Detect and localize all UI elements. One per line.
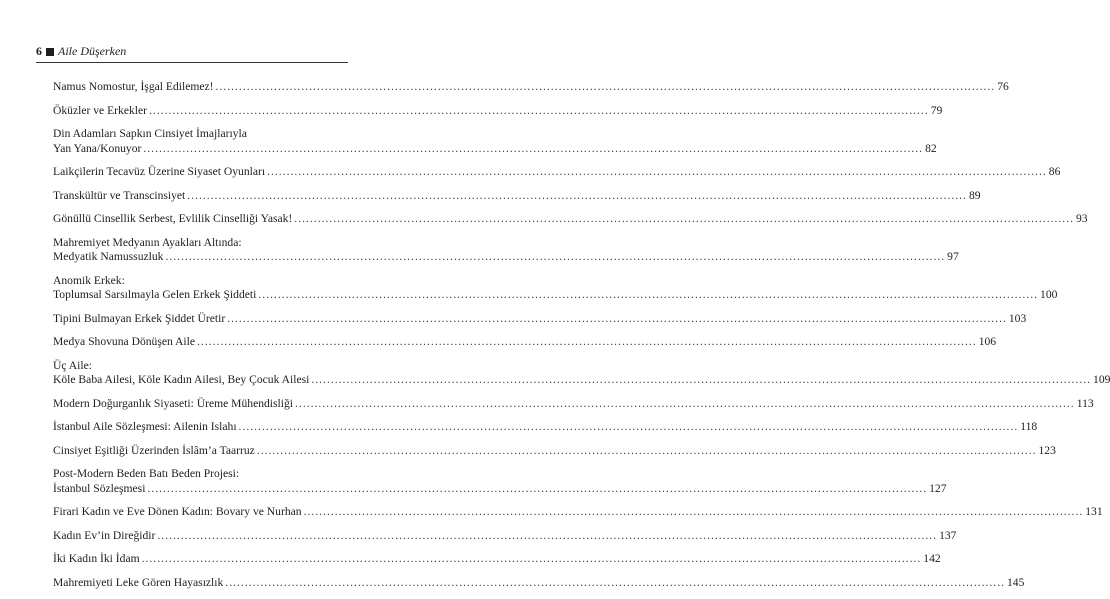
toc-entry-title: İstanbul Sözleşmesi [53, 481, 146, 495]
toc-entry-title-line: Post-Modern Beden Batı Beden Projesi: [53, 467, 240, 480]
dot-leader: ........................................................................................................................................................................................................ [225, 575, 1005, 589]
toc-entry-title: Kadın Ev’in Direğidir [53, 528, 156, 542]
dot-leader: ........................................................................................................................................................................................................ [267, 165, 1047, 178]
toc-entry-title: Medya Shovuna Dönüşen Aile [53, 335, 196, 348]
dot-leader: ........................................................................................................................................................................................................ [149, 103, 929, 117]
toc-entry-line [53, 311, 1027, 327]
toc-entry [53, 188, 981, 204]
toc-entry-title-line: Din Adamları Sapkın Cinsiyet İmajlarıyla [53, 127, 247, 140]
toc-entry-line [53, 552, 941, 567]
toc-entry-page: 142 [923, 552, 941, 565]
toc-entry-line [53, 373, 1110, 388]
toc-entry-title: Tipini Bulmayan Erkek Şiddet Üretir [53, 311, 226, 325]
toc-entry-page: 76 [997, 80, 1009, 93]
toc-entry-page: 79 [930, 103, 943, 117]
toc-entry-page: 131 [1085, 505, 1103, 518]
toc-entry-line [53, 165, 1061, 180]
toc-entry-page: 97 [947, 250, 959, 263]
toc-entry-line [53, 481, 947, 497]
toc-entry [53, 235, 959, 265]
dot-leader: ........................................................................................................................................................................................................ [147, 481, 928, 495]
toc-entry-title: Gönüllü Cinsellik Serbest, Evlilik Cinselliği Yasak! [53, 212, 293, 225]
toc-entry-page: 106 [978, 335, 997, 348]
toc-entry-line [53, 505, 1103, 520]
toc-entry [53, 443, 1056, 459]
toc-entry [53, 396, 1094, 412]
toc-entry-title: Mahremiyeti Leke Gören Hayasızlık [53, 575, 224, 589]
toc-entry-page: 93 [1075, 212, 1088, 225]
toc-entry [53, 420, 1038, 435]
toc-entry-title: Namus Nomostur, İşgal Edilemez! [53, 80, 214, 93]
dot-leader: ........................................................................................................................................................................................................ [258, 288, 1039, 301]
dot-leader: ........................................................................................................................................................................................................ [165, 250, 946, 263]
toc-entry [53, 311, 1027, 327]
toc-entry-title-line: Anomik Erkek: [53, 273, 125, 287]
toc-entry-line [53, 188, 981, 204]
square-bullet-icon [46, 48, 54, 56]
toc-entry-page: 89 [968, 188, 981, 202]
toc-entry-page: 118 [1020, 420, 1038, 433]
toc-entry [53, 103, 943, 119]
toc-entry-title: Öküzler ve Erkekler [53, 103, 147, 117]
toc-entry-page: 145 [1007, 575, 1025, 589]
toc-entry [53, 212, 1088, 227]
toc-entry-line [53, 528, 957, 544]
dot-leader: ........................................................................................................................................................................................................ [157, 528, 938, 542]
dot-leader: ........................................................................................................................................................................................................ [311, 373, 1092, 386]
dot-leader: ........................................................................................................................................................................................................ [238, 420, 1019, 433]
header-rule [36, 62, 348, 63]
toc-entry-title: Laikçilerin Tecavüz Üzerine Siyaset Oyunları [53, 165, 266, 178]
toc-entry-line [53, 250, 959, 265]
toc-entry-title: Yan Yana/Konuyor [53, 141, 142, 155]
toc-entry [53, 528, 957, 544]
toc-entry-page: 109 [1093, 373, 1110, 386]
toc-entry-title: Transkültür ve Transcinsiyet [53, 188, 186, 202]
toc-entry [53, 467, 947, 496]
toc-entry-line [53, 575, 1025, 591]
toc-entry-page: 127 [929, 481, 947, 495]
toc-entry-title-line: Üç Aile: [53, 358, 92, 372]
toc-entry [53, 127, 937, 156]
dot-leader: ........................................................................................................................................................................................................ [197, 335, 977, 348]
book-title: Aile Düşerken [58, 44, 127, 58]
toc-entry-title: İki Kadın İki İdam [53, 552, 140, 565]
dot-leader: ........................................................................................................................................................................................................ [256, 443, 1037, 457]
running-header [36, 44, 126, 59]
dot-leader: ........................................................................................................................................................................................................ [303, 505, 1084, 518]
toc-entry [53, 80, 1009, 95]
toc-entry-line [53, 420, 1038, 435]
dot-leader: ........................................................................................................................................................................................................ [227, 311, 1007, 325]
toc-entry-page: 100 [1040, 288, 1058, 301]
toc-entry-line [53, 443, 1056, 459]
toc-entry [53, 335, 997, 350]
toc-entry [53, 273, 1058, 303]
toc-entry-title: Medyatik Namussuzluk [53, 250, 164, 263]
dot-leader: ........................................................................................................................................................................................................ [143, 141, 924, 155]
toc-entry-line [53, 288, 1058, 303]
toc-entry-line [53, 103, 943, 119]
table-of-contents [53, 80, 1110, 599]
toc-entry-line [53, 212, 1088, 227]
toc-entry-line [53, 80, 1009, 95]
toc-entry-line [53, 396, 1094, 412]
dot-leader: ........................................................................................................................................................................................................ [294, 212, 1074, 225]
toc-entry-page: 103 [1008, 311, 1027, 325]
toc-entry [53, 358, 1110, 388]
toc-entry [53, 505, 1103, 520]
toc-entry [53, 552, 941, 567]
toc-entry-title: Toplumsal Sarsılmayla Gelen Erkek Şiddeti [53, 288, 257, 301]
dot-leader: ........................................................................................................................................................................................................ [295, 396, 1075, 410]
toc-entry-page: 86 [1048, 165, 1061, 178]
toc-entry-title: Köle Baba Ailesi, Köle Kadın Ailesi, Bey Çocuk Ailesi [53, 373, 310, 386]
toc-entry-page: 123 [1038, 443, 1056, 457]
toc-entry [53, 575, 1025, 591]
toc-entry-page: 82 [925, 141, 937, 155]
toc-entry-line [53, 335, 997, 350]
dot-leader: ........................................................................................................................................................................................................ [187, 188, 967, 202]
page-number: 6 [36, 44, 42, 58]
dot-leader: ........................................................................................................................................................................................................ [215, 80, 996, 93]
toc-entry [53, 165, 1061, 180]
toc-entry-title: Modern Doğurganlık Siyaseti: Üreme Mühendisliği [53, 396, 294, 410]
toc-entry-line [53, 141, 937, 157]
dot-leader: ........................................................................................................................................................................................................ [141, 552, 922, 565]
toc-entry-title: İstanbul Aile Sözleşmesi: Ailenin Islahı [53, 420, 237, 433]
toc-entry-page: 113 [1076, 396, 1094, 410]
toc-entry-title: Cinsiyet Eşitliği Üzerinden İslâm’a Taarruz [53, 443, 255, 457]
toc-entry-title-line: Mahremiyet Medyanın Ayakları Altında: [53, 235, 242, 249]
toc-entry-page: 137 [939, 528, 957, 542]
toc-entry-title: Firari Kadın ve Eve Dönen Kadın: Bovary ve Nurhan [53, 505, 302, 518]
